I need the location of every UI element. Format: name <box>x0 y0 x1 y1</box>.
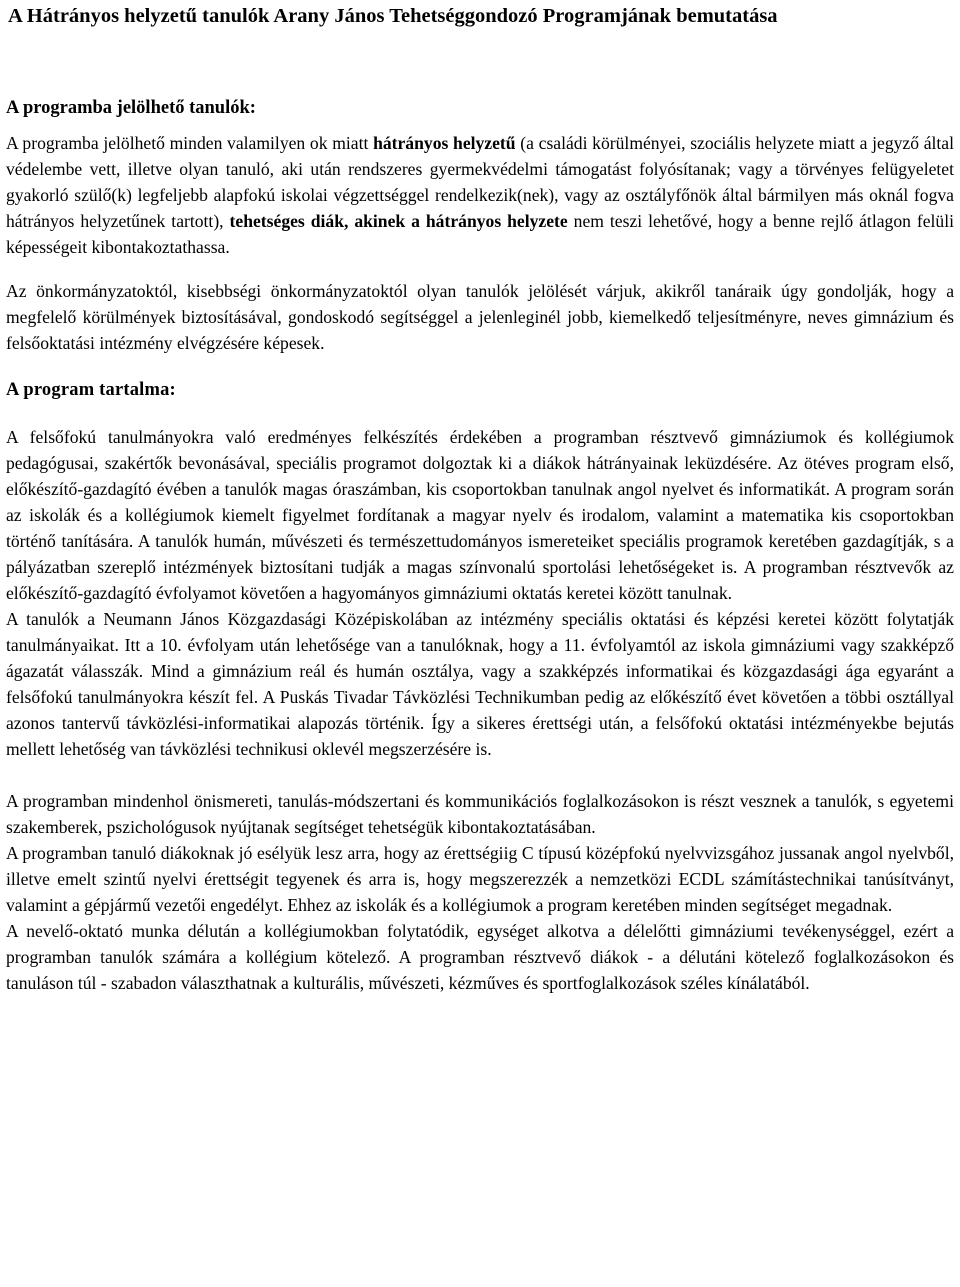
paragraph-eligibility-part-c: (a családi körülményei, szociális helyzete miatt a jegyző által védelembe vett, illetve olyan tanuló, aki után rendszeres gyermekvédelmi támogatást folyósítanak; vagy a törvényes felügyeletet gyakorló szülő(k) legfeljebb alapfokú iskolai végzettséggel rendelkezik(nek), vagy az osztályfőnök által bármilyen más oknál fogva hátrányos helyzetűnek tartott), <box>6 133 954 231</box>
emphasis-disadvantaged: hátrányos helyzetű <box>373 133 516 153</box>
paragraph-program-overview: A felsőfokú tanulmányokra való eredményes felkészítés érdekében a programban résztvevő gimnáziumok és kollégiumok pedagógusai, szakértők bevonásával, speciális programot dolgoztak ki a diákok hátrányainak leküzdésére. Az ötéves program első, előkészítő-gazdagító évében a tanulók magas óraszámban, kis csoportokban tanulnak angol nyelvet és informatikát. A program során az iskolák és a kollégiumok kiemelt figyelmet fordítanak a magyar nyelv és irodalom, valamint a matematika kis csoportokban történő tanítására. A tanulók humán, művészeti és természettudományos ismereteiket speciális programok keretében gazdagítják, s a pályázatban szereplő intézmények biztosítani tudják a magas színvonalú sportolási lehetőségeket is. A programban résztvevők az előkészítő-gazdagító évfolyamot követően a hagyományos gimnáziumi oktatás keretei között tanulnak. <box>6 427 954 603</box>
paragraph-self-knowledge: A programban mindenhol önismereti, tanulás-módszertani és kommunikációs foglalkozásokon is részt vesznek a tanulók, s egyetemi szakemberek, pszichológusok nyújtanak segítséget tehetségük kibontakoztatásában. <box>6 791 954 837</box>
paragraph-dormitory: A nevelő-oktató munka délután a kollégiumokban folytatódik, egységet alkotva a délelőtti gimnáziumi tevékenységgel, ezért a programban tanulók számára a kollégium kötelező. A programban résztvevő diákok - a délutáni kötelező foglalkozásokon és tanuláson túl - szabadon választhatnak a kulturális, művészeti, kézműves és sportfoglalkozások széles kínálatából. <box>6 921 954 993</box>
paragraph-eligibility-part-a: A programba jelölhető minden valamilyen ok miatt <box>6 133 374 153</box>
section-heading-eligible-students: A programba jelölhető tanulók: <box>6 98 256 118</box>
paragraph-neumann-school: A tanulók a Neumann János Közgazdasági Középiskolában az intézmény speciális oktatási és képzési keretei között folytatják tanulmányaikat. Itt a 10. évfolyam után lehetősége van a tanulóknak, hogy a 11. évfolyamtól az iskola gimnáziumi vagy szakképző ágazatát válasszák. Mind a gimnázium reál és humán osztálya, vagy a szakképzés informatikai és közgazdasági ága egyaránt a felsőfokú tanulmányokra készít fel. A Puskás Tivadar Távközlési Technikumban pedig az előkészítő évet követően a többi osztállyal azonos tantervű távközlési-informatikai alapozás történik. Így a sikeres érettségi után, a felsőfokú oktatási intézményekbe bejutás mellett lehetőség van távközlési technikusi oklevél megszerzésére is. <box>6 609 954 759</box>
paragraph-eligibility <box>6 130 954 260</box>
emphasis-talented-student: tehetséges diák, akinek a hátrányos helyzete <box>229 211 568 231</box>
paragraph-language-exam: A programban tanuló diákoknak jó esélyük lesz arra, hogy az érettségiig C típusú középfokú nyelvvizsgához jussanak angol nyelvből, illetve emelt szintű nyelvi érettségit tegyenek és arra is, hogy megszerezzék a nemzetközi ECDL számítástechnikai tanúsítványt, valamint a gépjármű vezetői engedélyt. Ehhez az iskolák és a kollégiumok a program keretében minden segítséget megadnak. <box>6 843 954 915</box>
paragraph-nomination: Az önkormányzatoktól, kisebbségi önkormányzatoktól olyan tanulók jelölését várjuk, akikről tanáraik úgy gondolják, hogy a megfelelő körülmények biztosításával, gondoskodó segítséggel a jelenleginél jobb, kiemelkedő teljesítményre, neves gimnázium és felsőoktatási intézmény elvégzésére képesek. <box>6 281 954 353</box>
section-heading-program-content: A program tartalma: <box>6 380 176 400</box>
paragraph-eligibility-part-e: nem teszi lehetővé, hogy a benne rejlő átlagon felüli képességeit kibontakoztathassa. <box>6 211 954 257</box>
document-title: A Hátrányos helyzetű tanulók Arany János Tehetséggondozó Programjának bemutatása <box>8 5 778 27</box>
